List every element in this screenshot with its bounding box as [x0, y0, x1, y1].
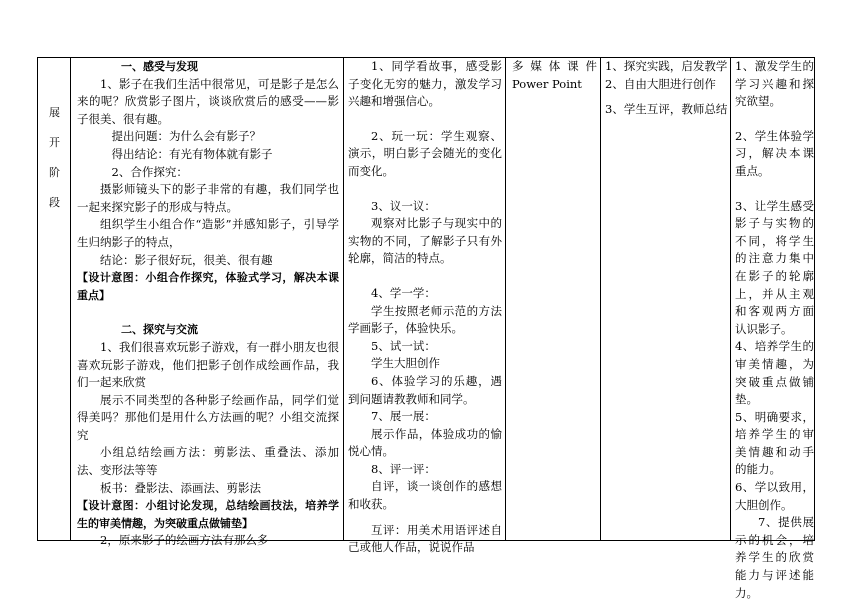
paragraph: 2、合作探究： [111, 164, 188, 179]
paragraph: 7、展一展： [371, 409, 436, 424]
paragraph: 4、培养学生的审美情趣，为突破重点做铺垫。 [735, 339, 814, 407]
paragraph: 2，原来影子的绘画方法有那么多 [100, 533, 269, 548]
lesson-plan-table [37, 57, 815, 600]
section-title: 一、感受与发现 [121, 60, 198, 73]
paragraph: 组织学生小组合作“造影”并感知影子，引导学生归纳影子的特点， [77, 217, 339, 249]
paragraph: 得出结论：有光有物体就有影子 [111, 146, 273, 161]
section-title: 二、探究与交流 [121, 323, 198, 337]
paragraph: 1、激发学生的学习兴趣和探究欲望。 [735, 59, 814, 109]
paragraph: 7、提供展示的机会，培养学生的欣赏能力与评述能力。 [735, 515, 814, 600]
method-column [601, 58, 731, 540]
paragraph: 3、议一议： [371, 198, 436, 213]
paragraph: 4、学一学： [371, 285, 436, 300]
paragraph: 5、试一试： [371, 338, 436, 353]
paragraph: 5、明确要求，培养学生的审美情趣和动手的能力。 [735, 409, 814, 477]
paragraph: 展示不同类型的各种影子绘画作品，同学们觉得美吗？那他们是用什么方法画的呢？小组交流探究 [77, 392, 339, 442]
paragraph: 互评：用美术用语评述自己或他人作品，说说作品 [348, 522, 502, 555]
student-activity-column [344, 58, 506, 555]
paragraph: 2、玩一玩：学生观察、演示，明白影子会随光的变化而变化。 [348, 128, 502, 178]
paragraph: 结论：影子很好玩，很美、很有趣 [100, 252, 273, 267]
paragraph: 1、探究实践，启发教学 [605, 59, 728, 73]
paragraph: 多 媒 体 课 件 Power Point [512, 59, 597, 91]
paragraph: 展示作品，体验成功的愉悦心情。 [348, 426, 502, 459]
design-intent: 【设计意图：小组合作探究，体验式学习，解决本课重点】 [77, 271, 339, 302]
media-column [506, 58, 601, 540]
paragraph: 自评，谈一谈创作的感想和收获。 [348, 479, 502, 512]
paragraph: 1、影子在我们生活中很常见，可是影子是怎么来的呢？欣赏影子图片，谈谈欣赏后的感受——影子很美、很有趣。 [77, 76, 339, 126]
paragraph: 8、评一评： [371, 461, 436, 476]
paragraph: 3、让学生感受影子与实物的不同，将学生的注意力集中在影子的轮廓上，并从主观和客观两方面认识影子。 [735, 198, 814, 336]
paragraph: 提出问题：为什么会有影子？ [111, 129, 261, 144]
paragraph: 2、学生体验学习，解决本课重点。 [735, 128, 814, 178]
paragraph: 学生大胆创作 [371, 356, 440, 371]
paragraph: 6、体验学习的乐趣，遇到问题请教教师和同学。 [348, 373, 502, 406]
stage-label [38, 98, 71, 218]
paragraph: 小组总结绘画方法：剪影法、重叠法、添加法、变形法等等 [77, 445, 339, 478]
stage-char: 段 [49, 196, 60, 209]
intent-column [731, 58, 816, 600]
paragraph: 观察对比影子与现实中的实物的不同，了解影子只有外轮廓，简洁的特点。 [348, 216, 502, 266]
paragraph: 学生按照老师示范的方法学画影子，体验快乐。 [348, 303, 502, 336]
stage-column [38, 58, 71, 540]
stage-char: 阶 [49, 166, 60, 179]
paragraph: 1、我们很喜欢玩影子游戏，有一群小朋友也很喜欢玩影子游戏，他们把影子创作成绘画作品，我们一起来欣赏 [77, 339, 339, 390]
paragraph: 1、同学看故事，感受影子变化无穷的魅力，激发学习兴趣和增强信心。 [348, 59, 502, 109]
stage-char: 开 [49, 136, 60, 149]
paragraph: 6、学以致用，大胆创作。 [735, 480, 814, 512]
design-intent: 【设计意图：小组讨论发现，总结绘画技法，培养学生的审美情趣，为突破重点做铺垫】 [77, 499, 339, 530]
paragraph: 摄影师镜头下的影子非常的有趣，我们同学也一起来探究影子的形成与特点。 [77, 182, 339, 214]
teacher-activity-column [71, 58, 344, 548]
paragraph: 3、学生互评，教师总结 [605, 102, 728, 117]
paragraph: 2、自由大胆进行创作 [605, 76, 716, 91]
paragraph: 板书：叠影法、添画法、剪影法 [100, 480, 261, 495]
stage-char: 展 [49, 106, 60, 119]
